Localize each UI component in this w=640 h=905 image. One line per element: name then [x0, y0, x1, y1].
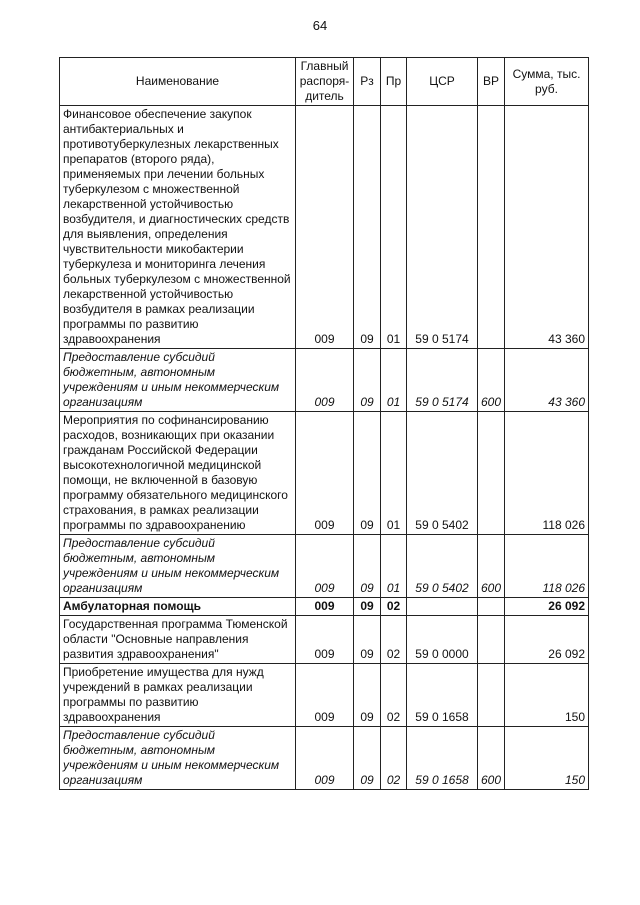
row-sum: 118 026	[505, 535, 589, 598]
row-sum: 118 026	[505, 412, 589, 535]
row-vr	[478, 616, 505, 664]
row-admin: 009	[296, 616, 354, 664]
row-csr: 59 0 5402	[407, 412, 478, 535]
row-pr: 02	[381, 727, 407, 790]
row-pr: 02	[381, 616, 407, 664]
row-vr	[478, 412, 505, 535]
table-row	[60, 535, 589, 598]
row-admin: 009	[296, 664, 354, 727]
row-vr: 600	[478, 349, 505, 412]
row-sum: 150	[505, 664, 589, 727]
header-sum: Сумма, тыс. руб.	[505, 58, 589, 106]
row-rz: 09	[354, 349, 381, 412]
row-vr: 600	[478, 727, 505, 790]
row-sum: 43 360	[505, 106, 589, 349]
table-row	[60, 664, 589, 727]
row-csr: 59 0 5174	[407, 349, 478, 412]
row-csr: 59 0 1658	[407, 664, 478, 727]
row-name: Приобретение имущества для нужд учреждений в рамках реализации программы по развитию здравоохранения	[60, 664, 296, 727]
header-csr: ЦСР	[407, 58, 478, 106]
row-rz: 09	[354, 616, 381, 664]
row-csr	[407, 598, 478, 616]
row-name: Финансовое обеспечение закупок антибактериальных и противотуберкулезных лекарственных препаратов (второго ряда), применяемых при лечении больных туберкулезом с множественной лекарственной устойчивостью возбудителя, и диагностических средств для выявления, определения чувствительности микобактерии туберкулеза и мониторинга лечения больных туберкулезом с множественной лекарственной устойчивостью возбудителя в рамках реализации программы по развитию здравоохранения	[60, 106, 296, 349]
row-sum: 26 092	[505, 598, 589, 616]
row-csr: 59 0 0000	[407, 616, 478, 664]
row-sum: 26 092	[505, 616, 589, 664]
row-rz: 09	[354, 412, 381, 535]
row-rz: 09	[354, 664, 381, 727]
row-pr: 02	[381, 598, 407, 616]
row-csr: 59 0 1658	[407, 727, 478, 790]
header-admin: Главный распоря-дитель	[296, 58, 354, 106]
header-name: Наименование	[60, 58, 296, 106]
header-rz: Рз	[354, 58, 381, 106]
row-pr: 02	[381, 664, 407, 727]
row-admin: 009	[296, 535, 354, 598]
row-name: Амбулаторная помощь	[60, 598, 296, 616]
table-row	[60, 106, 589, 349]
row-rz: 09	[354, 727, 381, 790]
row-sum: 150	[505, 727, 589, 790]
row-pr: 01	[381, 349, 407, 412]
table-row	[60, 616, 589, 664]
row-name: Предоставление субсидий бюджетным, автономным учреждениям и иным некоммерческим организациям	[60, 535, 296, 598]
row-name: Предоставление субсидий бюджетным, автономным учреждениям и иным некоммерческим организациям	[60, 349, 296, 412]
row-admin: 009	[296, 349, 354, 412]
row-name: Предоставление субсидий бюджетным, автономным учреждениям и иным некоммерческим организациям	[60, 727, 296, 790]
header-vr: ВР	[478, 58, 505, 106]
row-vr	[478, 664, 505, 727]
row-pr: 01	[381, 412, 407, 535]
table-row	[60, 412, 589, 535]
row-admin: 009	[296, 412, 354, 535]
row-admin: 009	[296, 598, 354, 616]
row-pr: 01	[381, 106, 407, 349]
row-rz: 09	[354, 535, 381, 598]
row-vr	[478, 106, 505, 349]
row-admin: 009	[296, 727, 354, 790]
header-pr: Пр	[381, 58, 407, 106]
row-vr: 600	[478, 535, 505, 598]
budget-table	[59, 57, 589, 790]
table-row	[60, 598, 589, 616]
row-sum: 43 360	[505, 349, 589, 412]
row-name: Мероприятия по софинансированию расходов, возникающих при оказании гражданам Российской Федерации высокотехнологичной медицинской помощи, не включенной в базовую программу обязательного медицинского страхования, в рамках реализации программы по здравоохранению	[60, 412, 296, 535]
row-name: Государственная программа Тюменской области "Основные направления развития здравоохранения"	[60, 616, 296, 664]
row-admin: 009	[296, 106, 354, 349]
row-rz: 09	[354, 106, 381, 349]
row-vr	[478, 598, 505, 616]
table-header-row	[60, 58, 589, 106]
row-rz: 09	[354, 598, 381, 616]
row-csr: 59 0 5174	[407, 106, 478, 349]
table-row	[60, 349, 589, 412]
table-row	[60, 727, 589, 790]
page-number: 64	[312, 18, 328, 33]
row-pr: 01	[381, 535, 407, 598]
row-csr: 59 0 5402	[407, 535, 478, 598]
